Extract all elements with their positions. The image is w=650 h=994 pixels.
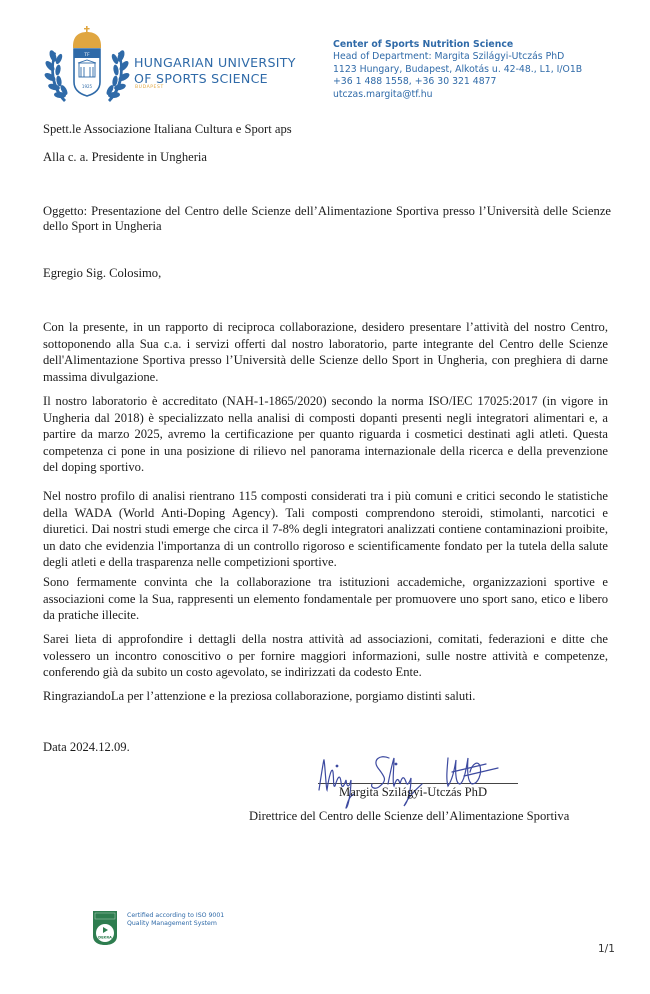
iso-cert-line1: Certified according to ISO 9001 — [127, 912, 225, 919]
dekra-certification-badge-icon — [92, 910, 118, 946]
department-contact-block — [333, 39, 582, 101]
svg-text:DEKRA: DEKRA — [98, 935, 112, 940]
body-paragraph-6: RingraziandoLa per l’attenzione e la preziosa collaborazione, porgiamo distinti saluti. — [43, 689, 476, 703]
signatory-name: Margita Szilágyi-Utczás PhD — [339, 785, 488, 799]
body-paragraph-1: Con la presente, in un rapporto di reciproca collaborazione, desidero presentare l’attività del nostro Centro, sottoponendo alla Sua c.a. i servizi offerti dal nostro laboratorio, parte integrante del Centro delle Scienze dell'Alimentazione Sportiva presso l’Università delle Scienze dello Sport in Ungheria, con preghiera di darne massima divulgazione. — [43, 320, 608, 384]
body-paragraph-5: Sarei lieta di approfondire i dettagli della nostra attività ad associazioni, comitati, federazioni e ditte che volessero un incontro conoscitivo o per fornire maggiori informazioni, sulle nostre attività e competenze, conferendo già da subito un costo agevolato, se indirizzati da codesto Ente. — [43, 632, 608, 680]
department-head: Head of Department: Margita Szilágyi-Utczás PhD — [333, 51, 565, 63]
department-name: Center of Sports Nutrition Science — [333, 39, 514, 50]
recipient-line-2: Alla c. a. Presidente in Ungheria — [43, 150, 208, 164]
iso-cert-line2: Quality Management System — [127, 920, 217, 927]
department-email[interactable]: utczas.margita@tf.hu — [333, 88, 433, 100]
iso-certification-text — [127, 912, 224, 928]
recipient-line-1: Spett.le Associazione Italiana Cultura e Sport aps — [43, 122, 292, 136]
body-paragraph-4: Sono fermamente convinta che la collaborazione tra istituzioni accademiche, organizzazioni sportive e associazioni come la Sua, rappresenti un elemento fondamentale per promuovere uno sport sano, etico e libero da pratiche illecite. — [43, 575, 608, 623]
department-phone: +36 1 488 1558, +36 30 321 4877 — [333, 76, 497, 88]
letter-subject: Oggetto: Presentazione del Centro delle Scienze dell’Alimentazione Sportiva presso l’Università delle Scienze dello Sport in Ungheria — [43, 204, 611, 233]
department-address: 1123 Hungary, Budapest, Alkotás u. 42-48., L1, I/O1B — [333, 63, 583, 75]
university-city: BUDAPEST — [135, 85, 164, 90]
body-paragraph-2: Il nostro laboratorio è accreditato (NAH-1-1865/2020) secondo la norma ISO/IEC 17025:2017 (in vigore in Ungheria dal 2018) è specializzato nella analisi di composti dopanti presenti negli integratori alimentari e, a partire da marzo 2025, avremo la certificazione per quanto riguarda i cosmetici destinati agli atleti. Questa competenza ci pone in una posizione di rilievo nel panorama internazionale della ricerca e della prevenzione del doping sportivo. — [43, 394, 608, 475]
university-name-line1: HUNGARIAN UNIVERSITY — [134, 55, 296, 70]
page-number: 1/1 — [598, 943, 615, 955]
university-name — [134, 55, 296, 86]
university-name-line2: OF SPORTS SCIENCE — [134, 70, 268, 86]
svg-text:TF: TF — [84, 53, 90, 58]
university-emblem-icon — [44, 24, 130, 106]
signatory-title: Direttrice del Centro delle Scienze dell’Alimentazione Sportiva — [249, 809, 570, 823]
svg-text:1925: 1925 — [81, 84, 93, 89]
letter-date: Data 2024.12.09. — [43, 740, 130, 754]
handwritten-signature-icon — [314, 750, 534, 810]
body-paragraph-3: Nel nostro profilo di analisi rientrano 115 composti considerati tra i più comuni e critici secondo le statistiche della WADA (World Anti-Doping Agency). Tali composti comprendono steroidi, stimolanti, narcotici e diuretici. Dai nostri studi emerge che circa il 7-8% degli integratori analizzati contiene contaminazioni proibite, un dato che evidenzia l'importanza di un controllo rigoroso e scientificamente fondato per la tutela della salute degli atleti e della trasparenza nelle competizioni sportive. — [43, 489, 608, 570]
letter-salutation: Egregio Sig. Colosimo, — [43, 266, 162, 280]
